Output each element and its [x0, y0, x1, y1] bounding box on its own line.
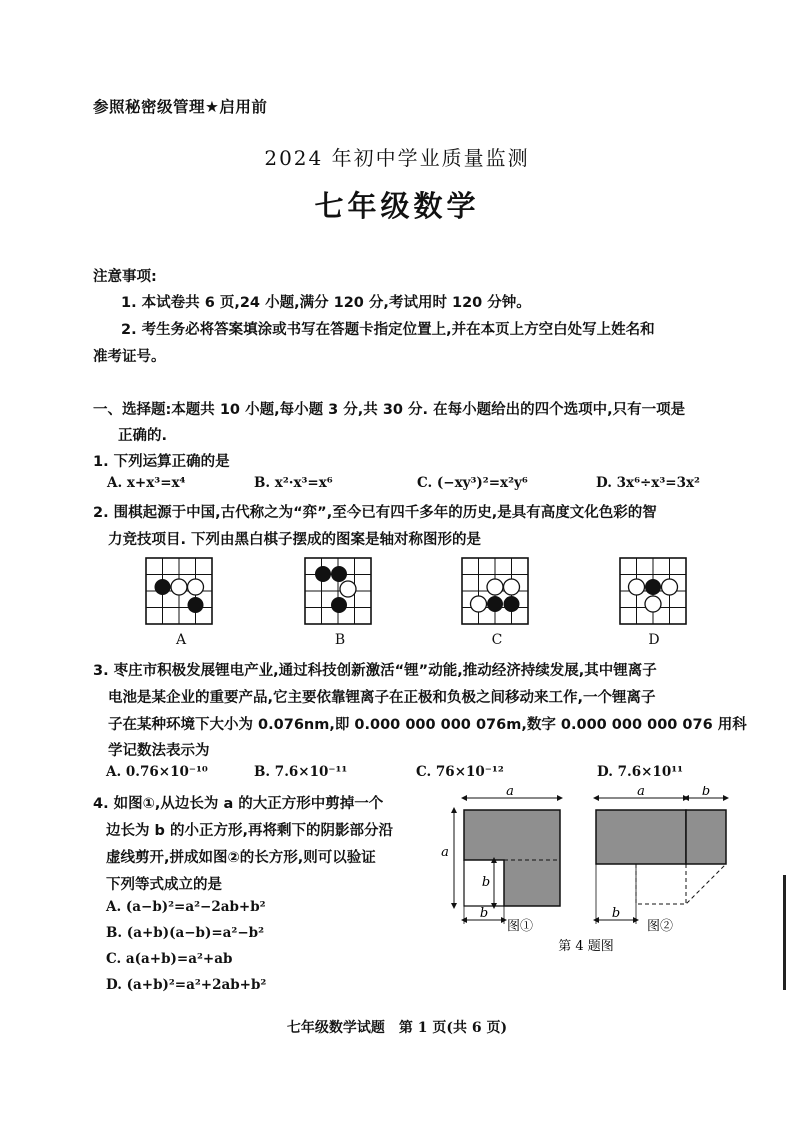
binding-edge-mark	[783, 875, 786, 990]
q4-option-c: C. a(a+b)=a²+ab	[106, 951, 233, 967]
go-board-label-b: B	[334, 632, 346, 648]
q1-option-c: C. (−xy³)²=x²y⁶	[417, 475, 528, 491]
exam-title: 2024 年初中学业质量监测	[264, 146, 530, 170]
fig1-inner-label-b: b	[481, 875, 491, 890]
fig2-top-label-b: b	[701, 786, 711, 799]
go-board-label-c: C	[491, 632, 503, 648]
fig2-top-label-a: a	[637, 786, 645, 799]
q4-option-d: D. (a+b)²=a²+2ab+b²	[106, 977, 267, 993]
figure-1	[441, 786, 560, 934]
q3-option-b: B. 7.6×10⁻¹¹	[254, 764, 348, 780]
q3-stem-line-3: 子在某种环境下大小为 0.076nm,即 0.000 000 000 076m,数字 0.000 000 000 076 用科	[108, 717, 747, 733]
section-heading-line-2: 正确的.	[118, 428, 168, 444]
q4-figure-title: 第 4 题图	[558, 939, 614, 954]
q1-option-d: D. 3x⁶÷x³=3x²	[596, 475, 700, 491]
go-board-d	[617, 555, 693, 627]
q4-stem-line-1: 4. 如图①,从边长为 a 的大正方形中剪掉一个	[93, 796, 384, 812]
notice-item-2-line-2: 准考证号。	[93, 349, 166, 365]
subject-title: 七年级数学	[314, 189, 480, 223]
q4-stem-line-3: 虚线剪开,拼成如图②的长方形,则可以验证	[106, 850, 376, 866]
q4-option-a: A. (a−b)²=a²−2ab+b²	[106, 899, 266, 915]
fig2-caption: 图②	[646, 919, 674, 934]
go-board-b	[302, 555, 378, 627]
q2-stem-line-2: 力竞技项目. 下列由黑白棋子摆成的图案是轴对称图形的是	[108, 532, 482, 548]
section-heading-line-1: 一、选择题:本题共 10 小题,每小题 3 分,共 30 分. 在每小题给出的四个选项中,只有一项是	[93, 402, 686, 418]
page-footer: 七年级数学试题 第 1 页(共 6 页)	[286, 1020, 508, 1036]
q3-option-c: C. 76×10⁻¹²	[416, 764, 504, 780]
fig2-bottom-label-b: b	[611, 906, 621, 921]
q4-figure	[436, 786, 736, 958]
fig1-left-label-a: a	[441, 845, 449, 860]
q2-stem-line-1: 2. 围棋起源于中国,古代称之为“弈”,至今已有四千多年的历史,是具有高度文化色彩的智	[93, 505, 657, 521]
go-board-label-d: D	[648, 632, 660, 648]
q4-stem-line-2: 边长为 b 的小正方形,再将剩下的阴影部分沿	[106, 823, 393, 839]
figure-2	[596, 786, 726, 934]
q3-stem-line-4: 学记数法表示为	[108, 743, 210, 759]
q1-option-b: B. x²·x³=x⁶	[254, 475, 333, 491]
notice-heading: 注意事项:	[93, 269, 157, 285]
notice-item-2-line-1: 2. 考生务必将答案填涂或书写在答题卡指定位置上,并在本页上方空白处写上姓名和	[121, 322, 655, 338]
notice-item-1: 1. 本试卷共 6 页,24 小题,满分 120 分,考试用时 120 分钟。	[121, 295, 531, 311]
q4-option-b: B. (a+b)(a−b)=a²−b²	[106, 925, 264, 941]
go-board-a	[143, 555, 219, 627]
fig1-top-label-a: a	[506, 786, 514, 799]
fig1-caption: 图①	[506, 919, 534, 934]
go-board-c	[459, 555, 535, 627]
secret-level-label: 参照秘密级管理★启用前	[93, 98, 268, 116]
q3-stem-line-2: 电池是某企业的重要产品,它主要依靠锂离子在正极和负极之间移动来工作,一个锂离子	[108, 690, 656, 706]
q1-stem: 1. 下列运算正确的是	[93, 454, 230, 470]
q3-stem-line-1: 3. 枣庄市积极发展锂电产业,通过科技创新激活“锂”动能,推动经济持续发展,其中锂离子	[93, 663, 657, 679]
go-board-label-a: A	[175, 632, 187, 648]
q3-option-a: A. 0.76×10⁻¹⁰	[106, 764, 208, 780]
fig1-bottom-label-b: b	[479, 906, 489, 921]
q1-option-a: A. x+x³=x⁴	[107, 475, 186, 491]
q3-option-d: D. 7.6×10¹¹	[597, 764, 684, 780]
q4-stem-line-4: 下列等式成立的是	[106, 877, 222, 893]
